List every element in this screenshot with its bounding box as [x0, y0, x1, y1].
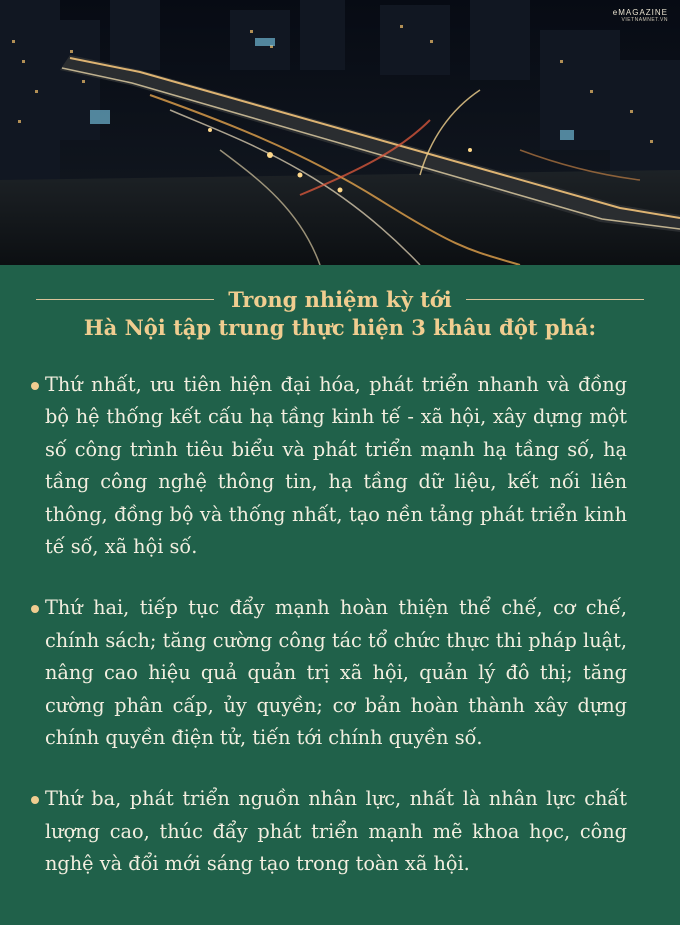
list-item — [0, 369, 680, 563]
bullet-icon — [31, 796, 39, 804]
breakthrough-list — [0, 369, 680, 881]
brand-name: eMAGAZINE — [612, 8, 668, 17]
list-item-text: Thứ ba, phát triển nguồn nhân lực, nhất là nhân lực chất lượng cao, thúc đẩy phát triển mạnh mẽ khoa học, công nghệ và đổi mới sáng tạo trong toàn xã hội. — [45, 787, 627, 876]
bullet-icon — [31, 605, 39, 613]
hero-photo — [0, 0, 680, 265]
heading-line-2: Hà Nội tập trung thực hiện 3 khâu đột phá: — [83, 315, 597, 340]
content-panel — [0, 265, 680, 925]
heading-line-1: Trong nhiệm kỳ tới — [228, 286, 452, 312]
brand-logo — [613, 8, 668, 23]
list-item — [0, 783, 680, 880]
brand-sub: VIETNAMNET.VN — [621, 17, 668, 23]
bullet-icon — [31, 382, 39, 390]
list-item — [0, 592, 680, 754]
heading-row — [36, 283, 644, 315]
heading-rule-right — [466, 299, 644, 300]
list-item-text: Thứ hai, tiếp tục đẩy mạnh hoàn thiện thể chế, cơ chế, chính sách; tăng cường công tác tổ chức thực thi pháp luật, nâng cao hiệu quả quản trị xã hội, quản lý đô thị; tăng cường phân cấp, ủy quyền; cơ bản hoàn thành xây dựng chính quyền điện tử, tiến tới chính quyền số. — [45, 596, 627, 750]
list-item-text: Thứ nhất, ưu tiên hiện đại hóa, phát triển nhanh và đồng bộ hệ thống kết cấu hạ tầng kinh tế - xã hội, xây dựng một số công trình tiêu biểu và phát triển mạnh hạ tầng số, hạ tầng công nghệ thông tin, hạ tầng dữ liệu, kết nối liên thông, đồng bộ và thống nhất, tạo nền tảng phát triển kinh tế số, xã hội số. — [45, 373, 627, 559]
heading-rule-left — [36, 299, 214, 300]
city-night-illustration — [0, 0, 680, 265]
